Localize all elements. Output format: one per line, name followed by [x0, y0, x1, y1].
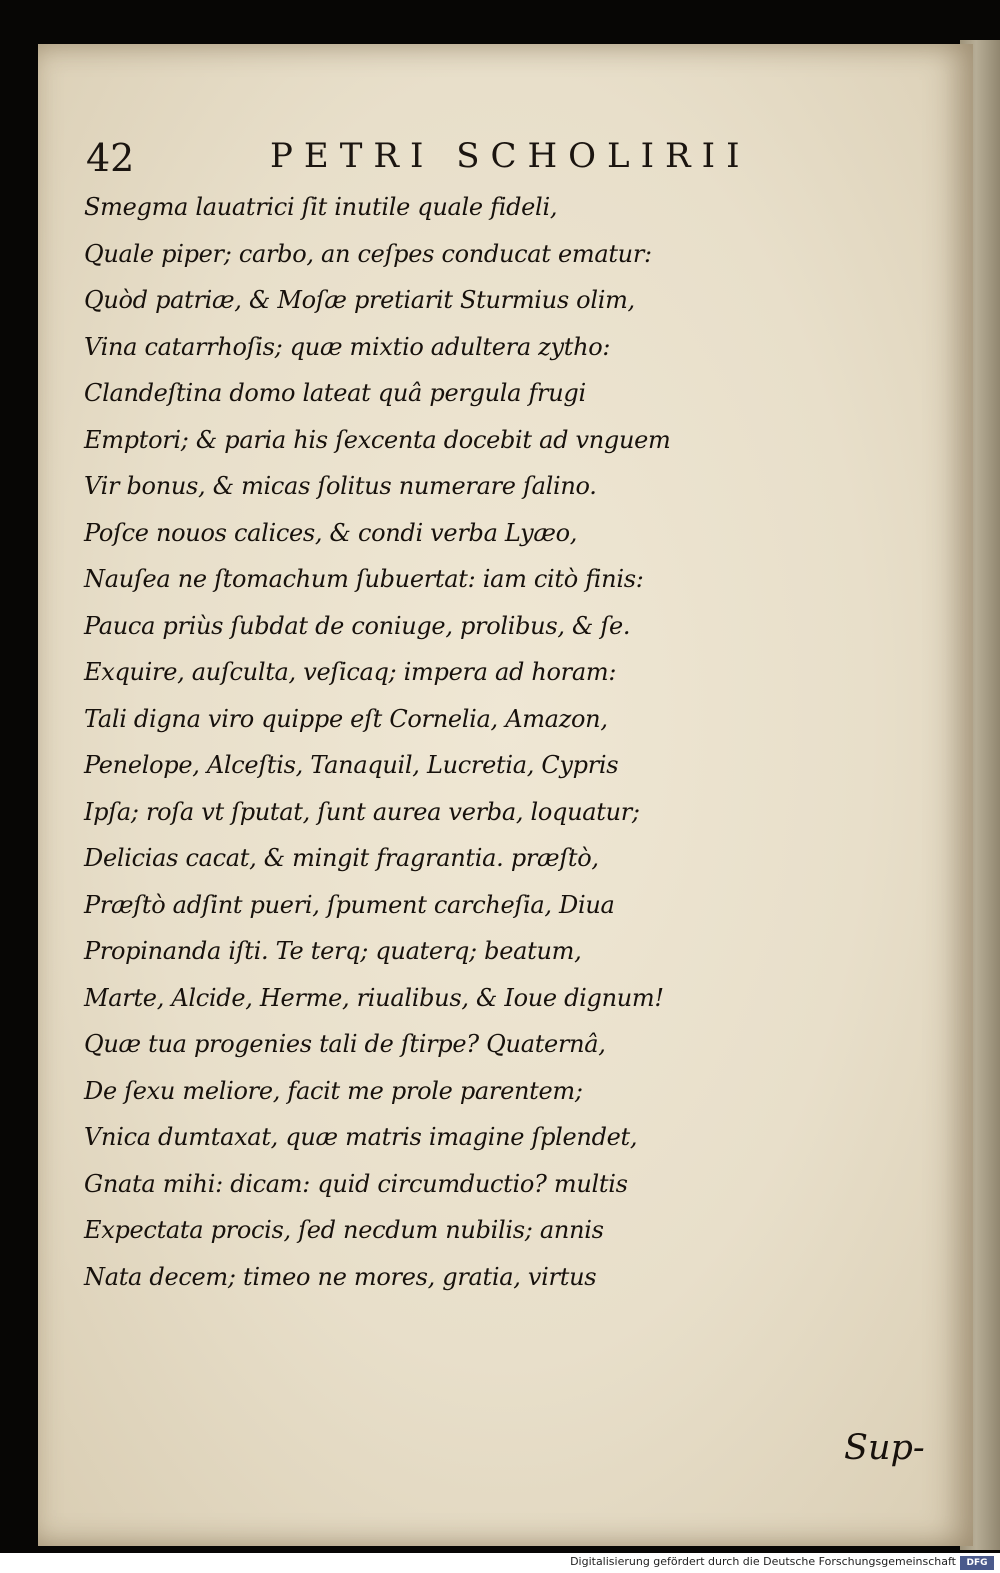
- book-page: [38, 44, 973, 1546]
- verse-line: Propinanda iſti. Te terq; quaterq; beatum,: [84, 937, 582, 965]
- verse-line: Quale piper; carbo, an ceſpes conducat ematur:: [84, 239, 652, 268]
- verse-line: Emptori; & paria his ſexcenta docebit ad vnguem: [84, 425, 671, 454]
- dfg-logo-icon: DFG: [960, 1556, 994, 1570]
- verse-line: Nata decem; timeo ne mores, gratia, virtus: [84, 1262, 597, 1291]
- verse-line: Exquire, auſculta, veſicaq; impera ad horam:: [84, 658, 617, 686]
- verse-line: Penelope, Alceſtis, Tanaquil, Lucretia, Cypris: [84, 751, 619, 779]
- verse-line: Smegma lauatrici ſit inutile quale fideli,: [84, 193, 558, 221]
- verse-line: Vnica dumtaxat, quæ matris imagine ſplendet,: [84, 1123, 638, 1151]
- verse-line: Clandeſtina domo lateat quâ pergula frugi: [84, 379, 586, 407]
- verse-line: Gnata mihi: dicam: quid circumductio? multis: [84, 1169, 628, 1198]
- verse-line: Vina catarrhoſis; quæ mixtio adultera zytho:: [84, 332, 611, 361]
- verse-line: Nauſea ne ſtomachum ſubuertat: iam citò finis:: [84, 565, 644, 593]
- running-head: PETRI SCHOLIRII: [270, 136, 751, 176]
- page-number: 42: [86, 136, 135, 180]
- verse-line: Præſtò adſint pueri, ſpument carcheſia, Diua: [84, 890, 615, 919]
- verse-line: Delicias cacat, & mingit fragrantia. præſtò,: [84, 844, 599, 872]
- verse-line: Tali digna viro quippe eſt Cornelia, Amazon,: [84, 704, 608, 733]
- digitization-footer: [0, 1553, 1000, 1573]
- verse-line: Pauca priùs ſubdat de coniuge, prolibus, & ſe.: [84, 611, 631, 640]
- verse-line: Expectata procis, ſed necdum nubilis; annis: [84, 1216, 604, 1244]
- verse-line: Vir bonus, & micas ſolitus numerare ſalino.: [84, 472, 597, 500]
- verse-text: [84, 184, 969, 1300]
- verse-line: De ſexu meliore, facit me prole parentem;: [84, 1076, 583, 1105]
- verse-line: Ipſa; roſa vt ſputat, ſunt aurea verba, loquatur;: [84, 797, 640, 826]
- verse-line: Quæ tua progenies tali de ſtirpe? Quaternâ,: [84, 1030, 606, 1058]
- verse-line: Quòd patriæ, & Moſæ pretiarit Sturmius olim,: [84, 286, 635, 314]
- verse-line: Marte, Alcide, Herme, riualibus, & Ioue dignum!: [84, 983, 664, 1012]
- verse-line: Poſce nouos calices, & condi verba Lyæo,: [84, 518, 578, 547]
- funding-credit: Digitalisierung gefördert durch die Deutsche Forschungsgemeinschaft: [570, 1555, 956, 1568]
- catchword: Sup-: [844, 1428, 925, 1468]
